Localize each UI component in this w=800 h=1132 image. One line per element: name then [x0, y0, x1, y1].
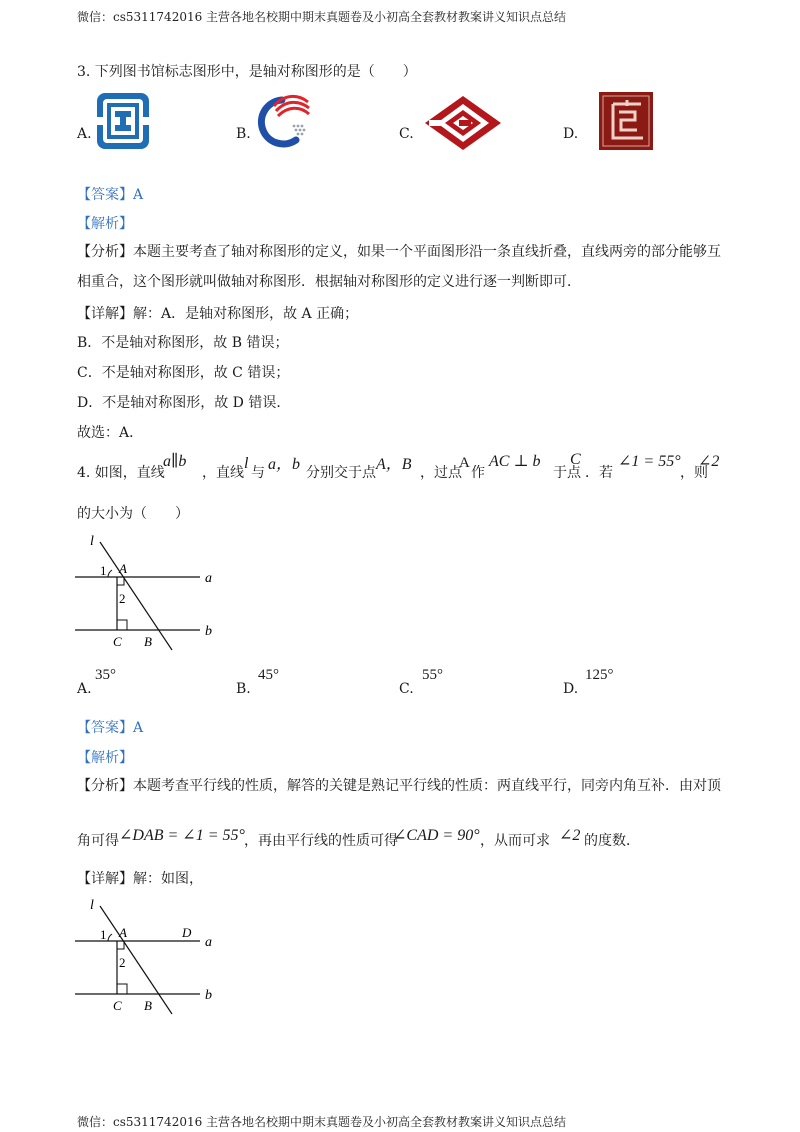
- q4-stem-math6: AC ⊥ b: [489, 453, 541, 470]
- q3-analysis-line2: 相重合，这个图形就叫做轴对称图形．根据轴对称图形的定义进行逐一判断即可．: [77, 274, 581, 290]
- label-point-b: B: [144, 998, 152, 1013]
- q4-option-b-label: B.: [236, 681, 251, 697]
- label-angle-1: 1: [100, 927, 107, 942]
- label-point-d: D: [182, 925, 192, 940]
- q4-stem-part3: 与: [251, 465, 265, 481]
- q4-stem-part9: ，则: [680, 465, 708, 481]
- q4-option-b-value: 45°: [258, 667, 279, 683]
- q4-analysis-line1: 【分析】本题考查平行线的性质，解答的关键是熟记平行线的性质：两直线平行，同旁内角互补．由对顶: [77, 778, 721, 794]
- page-header: 微信：cs5311742016 主营各地名校期中期末真题卷及小初高全套教材教案讲义知识点总结: [77, 10, 567, 24]
- q4-analysis-line2-math1: ∠DAB = ∠1 = 55°: [119, 827, 245, 844]
- q3-option-d-logo: [599, 92, 653, 154]
- q3-option-c-label: C.: [399, 126, 414, 142]
- q4-option-a-value: 35°: [95, 667, 116, 683]
- q4-detail: 【详解】解：如图，: [77, 871, 203, 887]
- q3-option-b-label: B.: [236, 126, 251, 142]
- q4-stem-math1: a∥b: [163, 453, 187, 470]
- q4-stem-part7: 于点: [553, 465, 581, 481]
- q4-stem-math8: ∠1 = 55°: [618, 453, 681, 470]
- q4-analysis-line2-part4: 的度数．: [584, 833, 640, 849]
- label-angle-2: 2: [119, 955, 126, 970]
- q4-analysis-title: 【解析】: [77, 750, 133, 766]
- q3-option-a-logo: [97, 93, 149, 153]
- label-angle-2: 2: [119, 591, 126, 606]
- q3-stem: 3. 下列图书馆标志图形中，是轴对称图形的是（ ）: [77, 64, 417, 80]
- q4-detail-figure: [70, 898, 230, 1024]
- q4-figure: [70, 534, 230, 660]
- q4-option-c-value: 55°: [422, 667, 443, 683]
- label-a: a: [205, 935, 212, 950]
- q3-conclusion: 故选：A．: [77, 425, 144, 441]
- q3-detail-line4: D．不是轴对称图形，故 D 错误．: [77, 395, 291, 411]
- page-footer: 微信：cs5311742016 主营各地名校期中期末真题卷及小初高全套教材教案讲义知识点总结: [77, 1115, 567, 1129]
- q4-analysis-line2-part3: ，从而可求: [480, 833, 550, 849]
- q4-stem-part2: ，直线: [202, 465, 244, 481]
- q4-stem-math4: A，B: [376, 456, 412, 473]
- q4-stem-part5: ，过点: [420, 465, 462, 481]
- q4-analysis-line2-part1: 角可得: [77, 833, 119, 849]
- q4-stem-part4: 分别交于点: [306, 465, 376, 481]
- q4-stem-math3: a，b: [268, 456, 301, 473]
- q3-detail-line1: 【详解】解：A．是轴对称图形，故 A 正确；: [77, 306, 359, 322]
- label-point-c: C: [113, 634, 122, 649]
- label-l: l: [90, 534, 94, 549]
- q3-option-b-logo: [256, 92, 312, 154]
- q3-analysis-line1: 【分析】本题主要考查了轴对称图形的定义，如果一个平面图形沿一条直线折叠，直线两旁的部分能够互: [77, 244, 721, 260]
- q3-option-a-label: A.: [77, 126, 92, 142]
- label-point-b: B: [144, 634, 152, 649]
- line-l: [100, 542, 172, 650]
- q4-stem-part8: ．若: [585, 465, 613, 481]
- q4-stem-math9: ∠2: [698, 453, 720, 470]
- q4-answer: 【答案】A: [77, 720, 144, 736]
- q4-analysis-line2-math3: ∠2: [559, 827, 581, 844]
- label-a: a: [205, 571, 212, 586]
- label-b: b: [205, 988, 212, 1003]
- q4-stem-line2: 的大小为（ ）: [77, 506, 189, 522]
- q4-option-a-label: A.: [77, 681, 92, 697]
- q4-stem-math7: C: [570, 451, 581, 468]
- line-l: [100, 906, 172, 1014]
- label-point-a: A: [119, 561, 127, 576]
- label-b: b: [205, 624, 212, 639]
- label-angle-1: 1: [100, 563, 107, 578]
- q4-option-c-label: C.: [399, 681, 414, 697]
- q4-option-d-value: 125°: [585, 667, 614, 683]
- q4-stem-part6: 作: [471, 465, 485, 481]
- label-point-c: C: [113, 998, 122, 1013]
- q4-analysis-line2-math2: ∠CAD = 90°: [393, 827, 480, 844]
- q4-stem-part1: 4. 如图，直线: [77, 465, 165, 481]
- q4-analysis-line2-part2: ，再由平行线的性质可得: [244, 833, 398, 849]
- q3-detail-line2: B．不是轴对称图形，故 B 错误；: [77, 335, 289, 351]
- q4-option-d-label: D.: [563, 681, 579, 697]
- q3-detail-line3: C．不是轴对称图形，故 C 错误；: [77, 365, 290, 381]
- label-point-a: A: [119, 925, 127, 940]
- q3-answer: 【答案】A: [77, 187, 144, 203]
- q4-stem-math5: A: [459, 455, 470, 471]
- q3-analysis-title: 【解析】: [77, 216, 133, 232]
- label-l: l: [90, 898, 94, 913]
- q3-option-c-logo: [423, 94, 503, 156]
- q4-stem-math2: l: [244, 455, 249, 472]
- q3-option-d-label: D.: [563, 126, 579, 142]
